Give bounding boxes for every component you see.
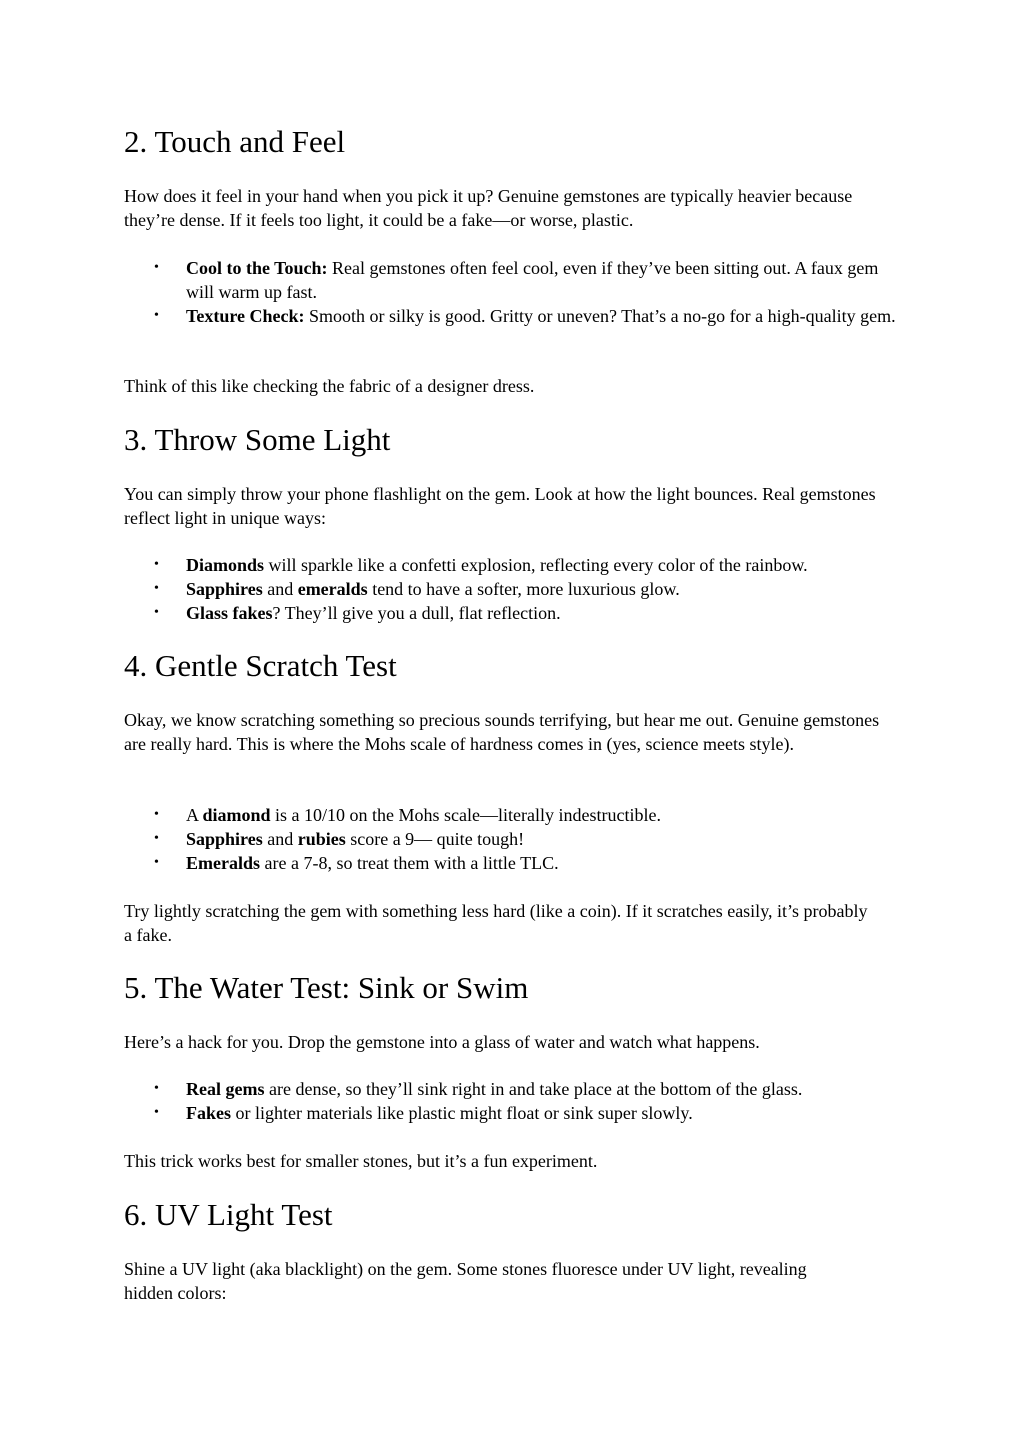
list-item (124, 577, 904, 601)
bullet-text: Real gemstones often feel cool, even if they’ve been sitting out. A faux gem will warm up fast. (186, 258, 879, 302)
bullet-icon: • (154, 1081, 159, 1096)
bullet-bold-term: emeralds (297, 579, 368, 599)
section-intro-paragraph: You can simply throw your phone flashlight on the gem. Look at how the light bounces. Real gemstones reflect light in unique ways: (124, 484, 876, 528)
section-heading-uv-light-test: 6. UV Light Test (124, 1197, 333, 1232)
bullet-text: are dense, so they’ll sink right in and take place at the bottom of the glass. (264, 1079, 803, 1099)
list-item (124, 601, 904, 625)
bullet-text: A (186, 805, 203, 825)
bullet-bold-term: Cool to the Touch: (186, 258, 328, 278)
bullet-icon: • (154, 807, 159, 822)
list-item (124, 827, 904, 851)
section-outro-paragraph: This trick works best for smaller stones, but it’s a fun experiment. (124, 1151, 598, 1171)
bullet-icon: • (154, 855, 159, 870)
section-heading-throw-some-light: 3. Throw Some Light (124, 422, 391, 457)
section-heading-touch-and-feel: 2. Touch and Feel (124, 124, 346, 159)
bullet-text: are a 7-8, so treat them with a little TLC. (260, 853, 559, 873)
bullet-icon: • (154, 1105, 159, 1120)
bullet-bold-term: rubies (297, 829, 346, 849)
bullet-text: will sparkle like a confetti explosion, reflecting every color of the rainbow. (264, 555, 808, 575)
bullet-icon: • (154, 581, 159, 596)
bullet-text: and (262, 579, 298, 599)
bullet-bold-term: Real gems (186, 1079, 265, 1099)
bullet-text: and (262, 829, 298, 849)
bullet-text: ? They’ll give you a dull, flat reflection. (272, 603, 561, 623)
bullet-list (124, 553, 904, 625)
section-outro-paragraph: Think of this like checking the fabric of a designer dress. (124, 376, 535, 396)
bullet-text: or lighter materials like plastic might float or sink super slowly. (231, 1103, 693, 1123)
list-item (124, 851, 904, 875)
bullet-bold-term: diamond (202, 805, 271, 825)
bullet-bold-term: Sapphires (186, 579, 263, 599)
list-item (124, 553, 904, 577)
bullet-list (124, 1077, 904, 1125)
bullet-bold-term: Glass fakes (186, 603, 273, 623)
bullet-text: tend to have a softer, more luxurious glow. (367, 579, 680, 599)
bullet-list (124, 803, 904, 875)
section-intro-paragraph: How does it feel in your hand when you pick it up? Genuine gemstones are typically heavier because they’re dense. If it feels too light, it could be a fake—or worse, plastic. (124, 186, 853, 230)
bullet-bold-term: Fakes (186, 1103, 231, 1123)
bullet-text: is a 10/10 on the Mohs scale—literally indestructible. (270, 805, 661, 825)
section-heading-water-test: 5. The Water Test: Sink or Swim (124, 970, 529, 1005)
bullet-icon: • (154, 308, 159, 323)
bullet-bold-term: Emeralds (186, 853, 260, 873)
bullet-bold-term: Sapphires (186, 829, 263, 849)
bullet-text: Smooth or silky is good. Gritty or uneven? That’s a no-go for a high-quality gem. (304, 306, 896, 326)
list-item (124, 803, 904, 827)
section-intro-paragraph: Here’s a hack for you. Drop the gemstone into a glass of water and watch what happens. (124, 1032, 760, 1052)
section-heading-gentle-scratch-test: 4. Gentle Scratch Test (124, 648, 397, 683)
bullet-bold-term: Texture Check: (186, 306, 305, 326)
bullet-icon: • (154, 557, 159, 572)
section-intro-paragraph: Okay, we know scratching something so precious sounds terrifying, but hear me out. Genuine gemstones are really hard. This is where the Mohs scale of hardness comes in (yes, science meets style). (124, 710, 880, 754)
section-intro-paragraph: Shine a UV light (aka blacklight) on the gem. Some stones fluoresce under UV light, revealing hidden colors: (124, 1259, 807, 1303)
list-item (124, 1101, 904, 1125)
list-item (124, 256, 886, 304)
bullet-icon: • (154, 605, 159, 620)
bullet-list (124, 256, 904, 328)
list-item (124, 304, 904, 328)
list-item (124, 1077, 904, 1101)
bullet-icon: • (154, 260, 159, 275)
section-outro-paragraph: Try lightly scratching the gem with something less hard (like a coin). If it scratches easily, it’s probably a fake. (124, 901, 868, 945)
bullet-text: score a 9— quite tough! (345, 829, 525, 849)
bullet-icon: • (154, 831, 159, 846)
bullet-bold-term: Diamonds (186, 555, 265, 575)
